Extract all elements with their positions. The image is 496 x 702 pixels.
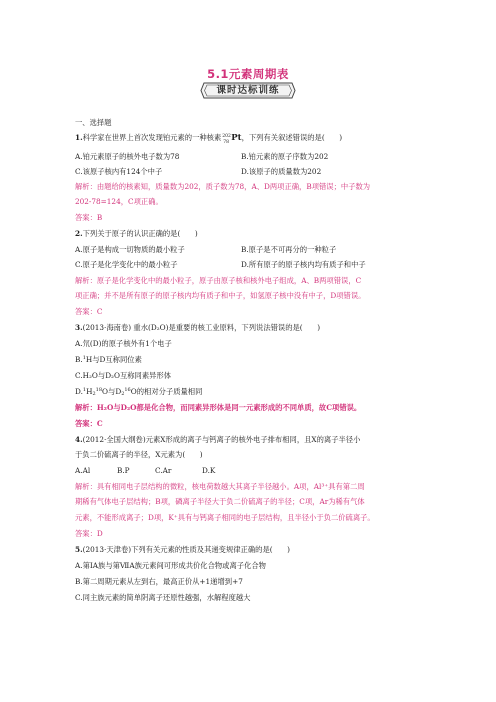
question-3 (75, 323, 320, 332)
option-c: C.Ar (155, 466, 172, 475)
option-c: C.H₂O与D₂O互称同素异形体 (75, 371, 172, 380)
subscript: 2 (121, 391, 125, 397)
question-1 (75, 133, 342, 143)
question-number: 1. (75, 133, 83, 142)
superscript: 18 (95, 387, 103, 393)
answer: 答案：C (75, 419, 103, 428)
superscript: 1 (82, 355, 86, 361)
option-text: H与D互称同位素 (85, 355, 142, 364)
question-number: 3. (75, 323, 83, 332)
question-text: (2013·天津卷)下列有关元素的性质及其递变规律正确的是( ) (82, 545, 291, 554)
question-2 (75, 229, 198, 238)
option-b: B.原子是不可再分的一种粒子 (241, 245, 337, 254)
section-heading: 一、选择题 (75, 118, 112, 127)
isotope-notation (222, 134, 230, 143)
explanation-line: 期稀有气体电子层结构；B项，磷离子半径大于负二价硫离子的半径；C项，Ar为稀有气体 (75, 497, 365, 506)
option-a: A.原子是构成一切物质的最小粒子 (75, 245, 185, 254)
explanation-line: 202-78=124，C项正确。 (75, 197, 163, 206)
question-number: 4. (75, 435, 83, 444)
option-b: B.P (117, 466, 130, 475)
isotope-mass: 202 (222, 133, 231, 139)
option-b: B.第二周期元素从左到右，最高正价从+1递增到+7 (75, 577, 243, 586)
subscript: 2 (92, 391, 96, 397)
option-d: D.所有原子的原子核内均有质子和中子 (241, 260, 366, 269)
option-a: A.第ⅠA族与第ⅦA族元素间可形成共价化合物或离子化合物 (75, 561, 266, 570)
option-d (75, 387, 202, 396)
section-banner (200, 82, 296, 99)
question-text: (2013·海南卷) 重水(D₂O)是重要的核工业原料，下列说法错误的是( ) (82, 323, 321, 332)
option-letter: D. (75, 387, 83, 396)
explanation-line: 项正确；并不是所有原子的原子核内均有质子和中子，如氢原子核中没有中子，D项错误。 (75, 291, 366, 300)
explanation-line: 元素，不能形成离子；D项，K⁺具有与钙离子相同的电子层结构，且半径小于负二价硫离子。 (75, 513, 375, 522)
question-4 (75, 435, 360, 444)
explanation-line: 解析：H₂O与D₂O都是化合物，而同素异形体是同一元素形成的不同单质，故C项错误。 (75, 403, 362, 412)
option-b: B.铂元素的原子序数为202 (241, 152, 329, 161)
superscript: 1 (82, 387, 87, 393)
option-c: C.原子是化学变化中的最小粒子 (75, 260, 178, 269)
option-text: O的相对分子质量相同 (130, 387, 203, 396)
option-a: A.Al (75, 466, 91, 475)
question-number: 2. (75, 229, 83, 238)
superscript: 16 (124, 387, 131, 393)
option-c: C.同主族元素的简单阴离子还原性越强，水解程度越大 (75, 593, 251, 602)
question-text-tail: ，下列有关叙述错误的是( ) (241, 133, 343, 142)
option-a: A.氘(D)的原子核外有1个电子 (75, 339, 172, 348)
question-number: 5. (75, 545, 83, 554)
answer: 答案：C (75, 307, 103, 316)
banner-label: 课时达标训练 (216, 85, 280, 96)
explanation-line: 解析：原子是化学变化中的最小粒子，原子由原子核和核外电子组成，A、B两项错误，C (75, 276, 362, 285)
question-text-line2: 于负二价硫离子的半径，X元素为( ) (75, 450, 203, 459)
option-d: D.K (202, 466, 216, 475)
explanation-line: 解析：由题给的核素知，质量数为202，质子数为78，A、D两项正确，B项错误；中子数为 (75, 182, 371, 191)
isotope-atomic-number: 78 (223, 139, 229, 145)
question-text: 下列关于原子的认识正确的是( ) (82, 229, 198, 238)
option-b: B.$^1$H与D互称同位素 (75, 355, 142, 364)
question-text: (2012·全国大纲卷)元素X形成的离子与钙离子的核外电子排布相同，且X的离子半径小 (82, 435, 361, 444)
answer: 答案：D (75, 529, 103, 538)
answer: 答案：B (75, 213, 103, 222)
question-5 (75, 545, 290, 554)
option-c: C.该原子核内有124个中子 (75, 167, 163, 176)
page-title: 5.1元素周期表 (207, 67, 289, 81)
option-text: O与D (102, 387, 122, 396)
explanation-line: 解析：具有相同电子层结构的微粒，核电荷数越大其离子半径越小。A项，Al³⁺具有第二周 (75, 482, 365, 491)
option-d: D.该原子的质量数为202 (241, 167, 322, 176)
question-text: 科学家在世界上首次发现铂元素的一种核素 (82, 133, 222, 142)
option-a: A.铂元素原子的核外电子数为78 (75, 152, 180, 161)
isotope-symbol: Pt (231, 133, 242, 143)
option-text: H (86, 387, 93, 396)
